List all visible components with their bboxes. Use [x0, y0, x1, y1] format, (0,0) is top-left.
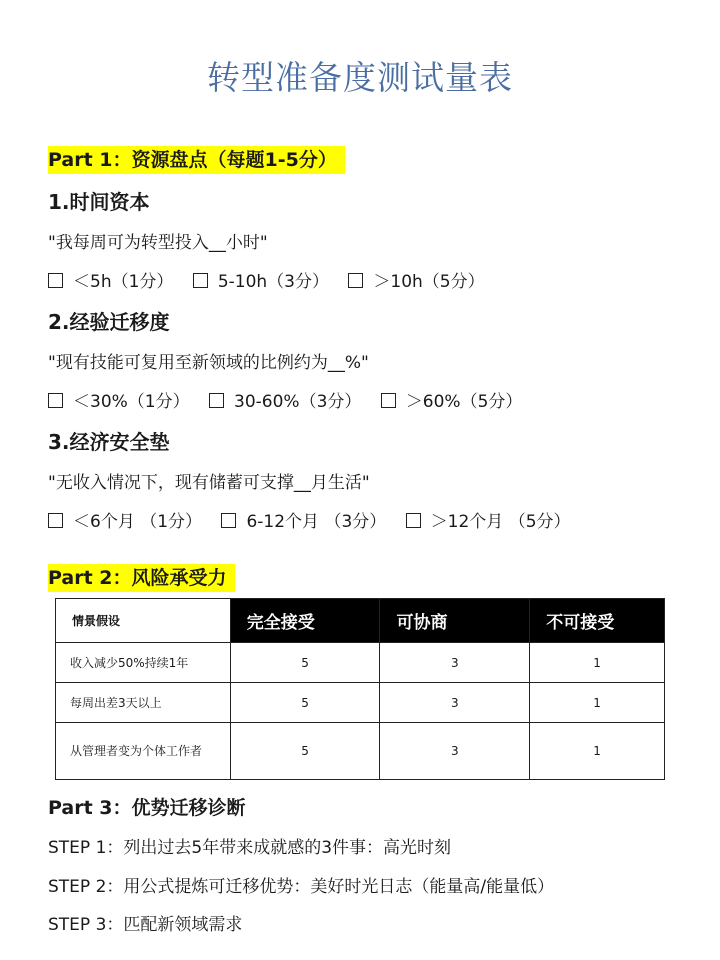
table-cell: 5: [230, 643, 380, 683]
option-checkbox[interactable]: [48, 507, 202, 532]
table-cell: 1: [530, 683, 665, 723]
question-3-text: "无收入情况下，现有储蓄可支撑__月生活": [48, 473, 370, 493]
table-cell: 3: [380, 723, 530, 780]
option-label: ＜5h（1分）: [73, 272, 174, 292]
checkbox-icon[interactable]: [193, 273, 208, 288]
table-cell: 5: [230, 723, 380, 780]
step-1: STEP 1：列出过去5年带来成就感的3件事：高光时刻: [48, 838, 452, 858]
option-label: 6-12个月 （3分）: [246, 512, 387, 532]
part3-heading: Part 3：优势迁移诊断: [48, 797, 246, 819]
option-checkbox[interactable]: [406, 507, 571, 532]
table-cell: 5: [230, 683, 380, 723]
page-title: 转型准备度测试量表: [207, 58, 513, 97]
question-1-title: 1.时间资本: [48, 190, 150, 214]
option-label: 5-10h（3分）: [217, 272, 329, 292]
checkbox-icon[interactable]: [406, 513, 421, 528]
table-header: 可协商: [380, 599, 530, 643]
option-checkbox[interactable]: [209, 387, 361, 412]
option-checkbox[interactable]: [48, 267, 173, 292]
question-3-options: [48, 507, 585, 532]
table-row: [56, 723, 665, 780]
checkbox-icon[interactable]: [48, 393, 63, 408]
option-label: ＜6个月 （1分）: [73, 512, 203, 532]
option-label: ＞10h（5分）: [373, 272, 485, 292]
checkbox-icon[interactable]: [48, 513, 63, 528]
table-cell: 从管理者变为个体工作者: [56, 723, 231, 780]
table-header: 情景假设: [56, 599, 231, 643]
part1-heading: Part 1：资源盘点（每题1-5分）: [48, 146, 345, 174]
step-2: STEP 2：用公式提炼可迁移优势：美好时光日志（能量高/能量低）: [48, 877, 555, 897]
table-cell: 3: [380, 643, 530, 683]
table-row: [56, 683, 665, 723]
table-cell: 1: [530, 643, 665, 683]
checkbox-icon[interactable]: [221, 513, 236, 528]
table-cell: 1: [530, 723, 665, 780]
table-cell: 3: [380, 683, 530, 723]
table-cell: 收入减少50%持续1年: [56, 643, 231, 683]
question-1-options: [48, 267, 499, 292]
question-2-options: [48, 387, 536, 412]
option-label: ＞12个月 （5分）: [430, 512, 571, 532]
table-cell: 每周出差3天以上: [56, 683, 231, 723]
checkbox-icon[interactable]: [209, 393, 224, 408]
step-3: STEP 3：匹配新领域需求: [48, 915, 243, 935]
option-label: ＜30%（1分）: [73, 392, 190, 412]
option-checkbox[interactable]: [381, 387, 523, 412]
option-checkbox[interactable]: [48, 387, 190, 412]
option-checkbox[interactable]: [193, 267, 329, 292]
option-checkbox[interactable]: [348, 267, 484, 292]
table-header: 完全接受: [230, 599, 380, 643]
question-3-title: 3.经济安全垫: [48, 430, 170, 454]
table-header-row: [56, 599, 665, 643]
risk-table: [55, 598, 665, 780]
question-1-text: "我每周可为转型投入__小时": [48, 233, 268, 253]
part2-heading: Part 2：风险承受力: [48, 564, 235, 592]
checkbox-icon[interactable]: [348, 273, 363, 288]
question-2-text: "现有技能可复用至新领域的比例约为__%": [48, 353, 369, 373]
option-checkbox[interactable]: [221, 507, 386, 532]
option-label: ＞60%（5分）: [405, 392, 523, 412]
checkbox-icon[interactable]: [381, 393, 396, 408]
table-header: 不可接受: [530, 599, 665, 643]
question-2-title: 2.经验迁移度: [48, 310, 170, 334]
table-row: [56, 643, 665, 683]
option-label: 30-60%（3分）: [234, 392, 362, 412]
checkbox-icon[interactable]: [48, 273, 63, 288]
